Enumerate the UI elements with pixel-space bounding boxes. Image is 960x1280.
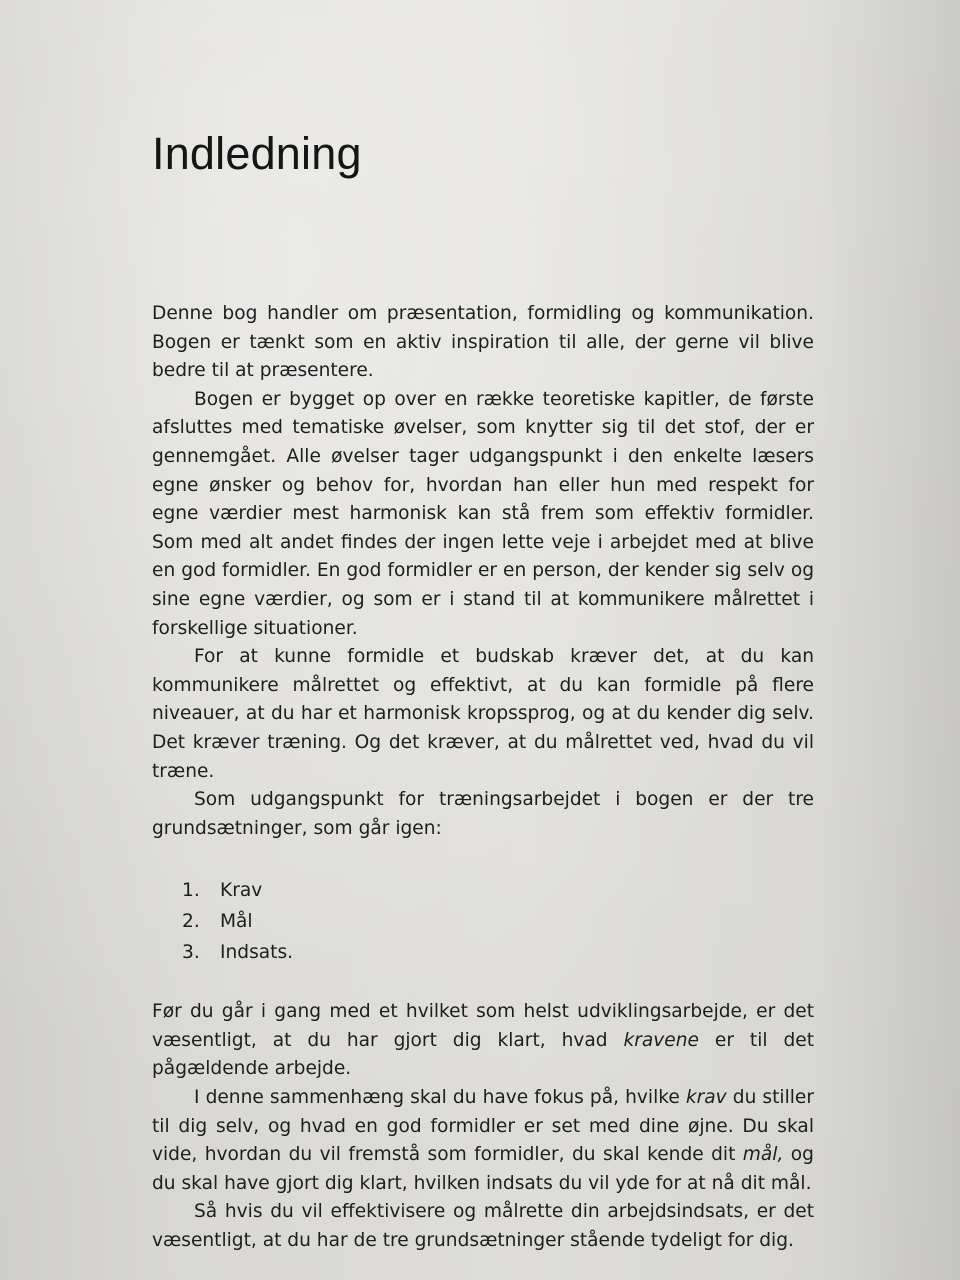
list-text: Krav — [220, 880, 263, 902]
list-number: 3. — [182, 942, 200, 964]
list-number: 2. — [182, 911, 200, 933]
list-item — [182, 875, 814, 906]
list-text: Mål — [220, 911, 253, 933]
body-text — [152, 300, 814, 1256]
list-item — [182, 906, 814, 937]
list-number: 1. — [182, 880, 200, 902]
emphasis: krav — [685, 1087, 727, 1109]
show-through-text — [158, 190, 858, 248]
paragraph: For at kunne formidle et budskab kræver det, at du kan kommunikere målrettet og effektivt, at du kan formidle på flere niveauer, at du har et harmonisk kropssprog, og at du kender dig selv. Det kræver træning. Og det kræver, at du målrettet ved, hvad du vil træne. — [152, 646, 814, 782]
emphasis: kravene — [623, 1029, 699, 1051]
emphasis: mål, — [742, 1144, 784, 1166]
paragraph-intro: Denne bog handler om præsentation, formidling og kommunikation. Bogen er tænkt som en aktiv inspiration til alle, der gerne vil blive bedre til at præsentere. — [152, 303, 814, 382]
page-title: Indledning — [152, 128, 362, 179]
list-item — [182, 937, 814, 968]
paragraph: Før du går i gang med et hvilket som helst udviklingsarbejde, er det væsentligt, at du har gjort dig klart, hvad kravene er til det pågældende arbejde. — [152, 1001, 814, 1080]
paragraph: I denne sammenhæng skal du have fokus på, hvilke krav du stiller til dig selv, og hvad en god formidler er set med dine øjne. Du skal vide, hvordan du vil fremstå som formidler, du skal kende dit mål, og du skal have gjort dig klart, hvilken indsats du vil yde for at nå dit mål. — [152, 1087, 814, 1194]
paragraph: Så hvis du vil effektivisere og målrette din arbejdsindsats, er det væsentligt, at du har de tre grundsætninger stående tydeligt for dig. — [152, 1201, 814, 1252]
paragraph: Bogen er bygget op over en række teoretiske kapitler, de første afsluttes med tematiske øvelser, som knytter sig til det stof, der er gennemgået. Alle øvelser tager udgangspunkt i den enkelte læsers egne ønsker og behov for, hvordan han eller hun med respekt for egne værdier mest harmonisk kan stå frem som effektiv formidler. Som med alt andet findes der ingen lette veje i arbejdet med at blive en god formidler. En god formidler er en person, der kender sig selv og sine egne værdier, og som er i stand til at kommunikere målrettet i forskellige situationer. — [152, 388, 814, 639]
principles-list — [152, 875, 814, 968]
paragraph: Som udgangspunkt for træningsarbejdet i bogen er der tre grundsætninger, som går igen: — [152, 789, 814, 839]
list-text: Indsats. — [220, 942, 294, 964]
